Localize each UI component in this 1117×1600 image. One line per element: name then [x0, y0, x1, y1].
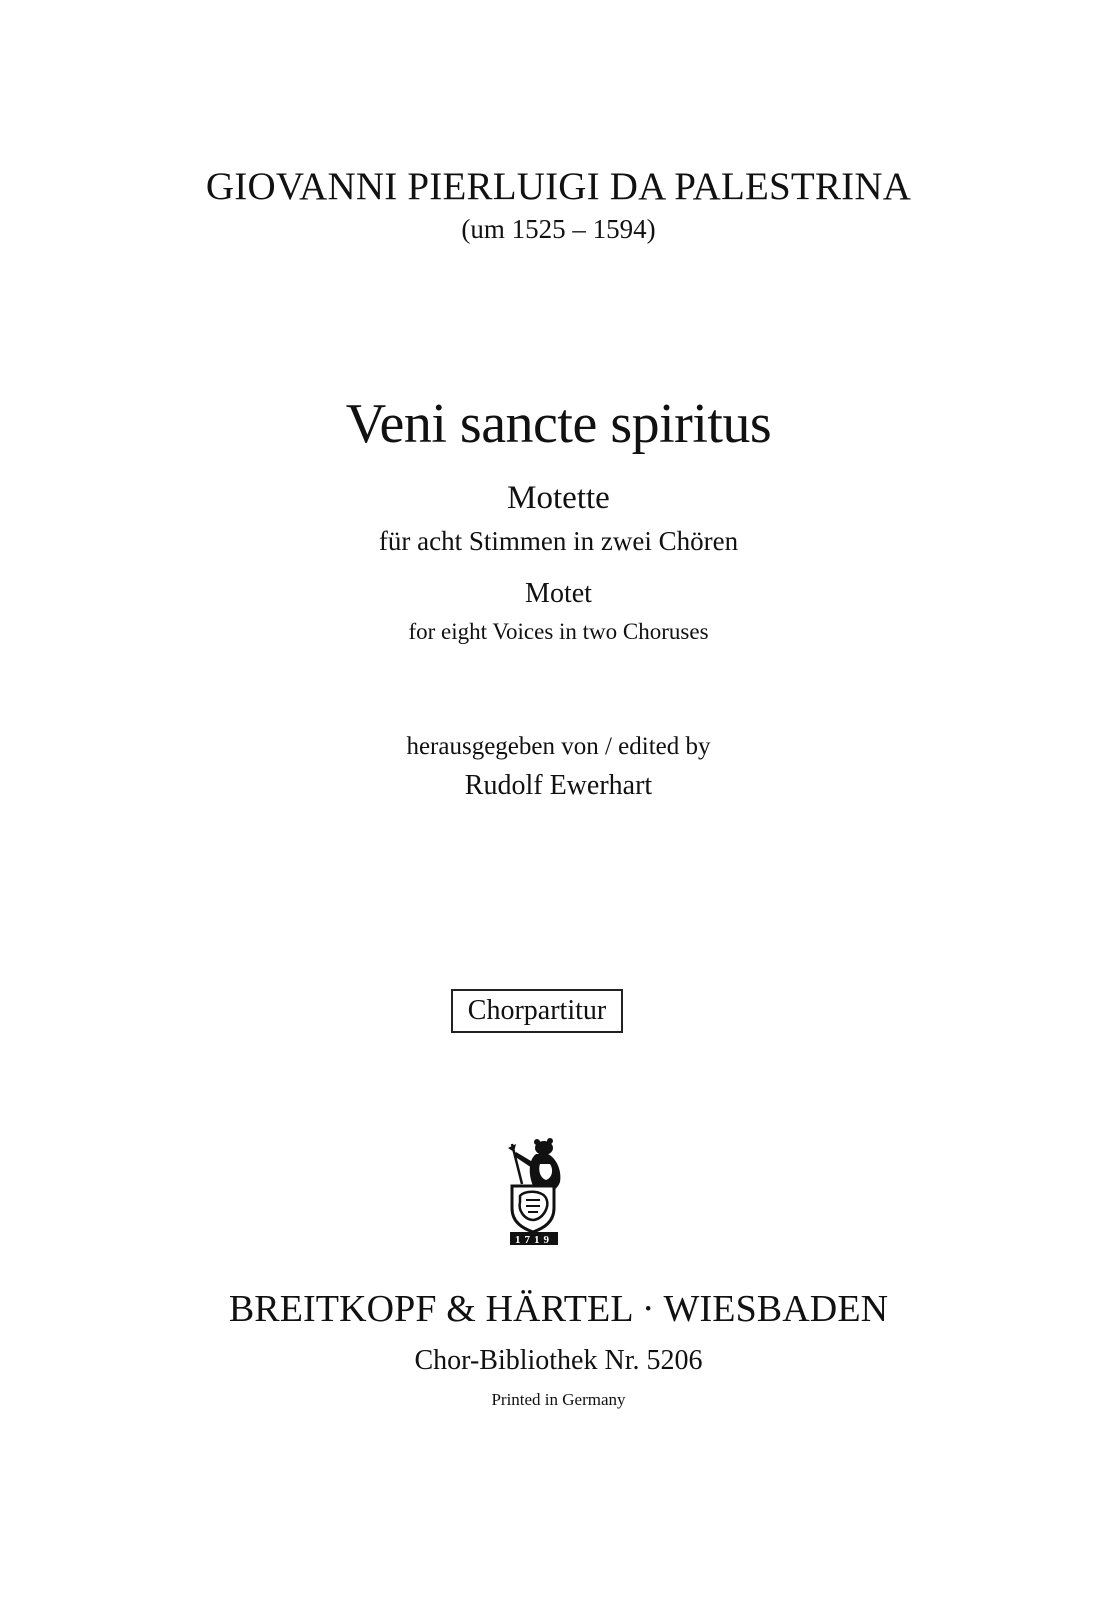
editor-name: Rudolf Ewerhart — [464, 770, 653, 801]
composer-name: GIOVANNI PIERLUIGI DA PALESTRINA — [205, 165, 912, 208]
edition-type-box: Chorpartitur — [451, 989, 623, 1033]
scoring-english: for eight Voices in two Choruses — [408, 619, 709, 644]
genre-english: Motet — [525, 578, 592, 609]
series-number: Chor-Bibliothek Nr. 5206 — [414, 1345, 703, 1376]
publisher-bear-logo-icon — [498, 1136, 568, 1248]
scoring-german: für acht Stimmen in zwei Chören — [378, 526, 739, 556]
logo-year: 1719 — [515, 1234, 553, 1246]
printed-in-note: Printed in Germany — [491, 1390, 626, 1409]
editor-label: herausgegeben von / edited by — [406, 733, 711, 760]
genre-german: Motette — [507, 480, 610, 516]
publisher-name: BREITKOPF & HÄRTEL · WIESBADEN — [228, 1288, 889, 1330]
work-title: Veni sancte spiritus — [345, 393, 772, 455]
composer-dates: (um 1525 – 1594) — [461, 214, 656, 244]
